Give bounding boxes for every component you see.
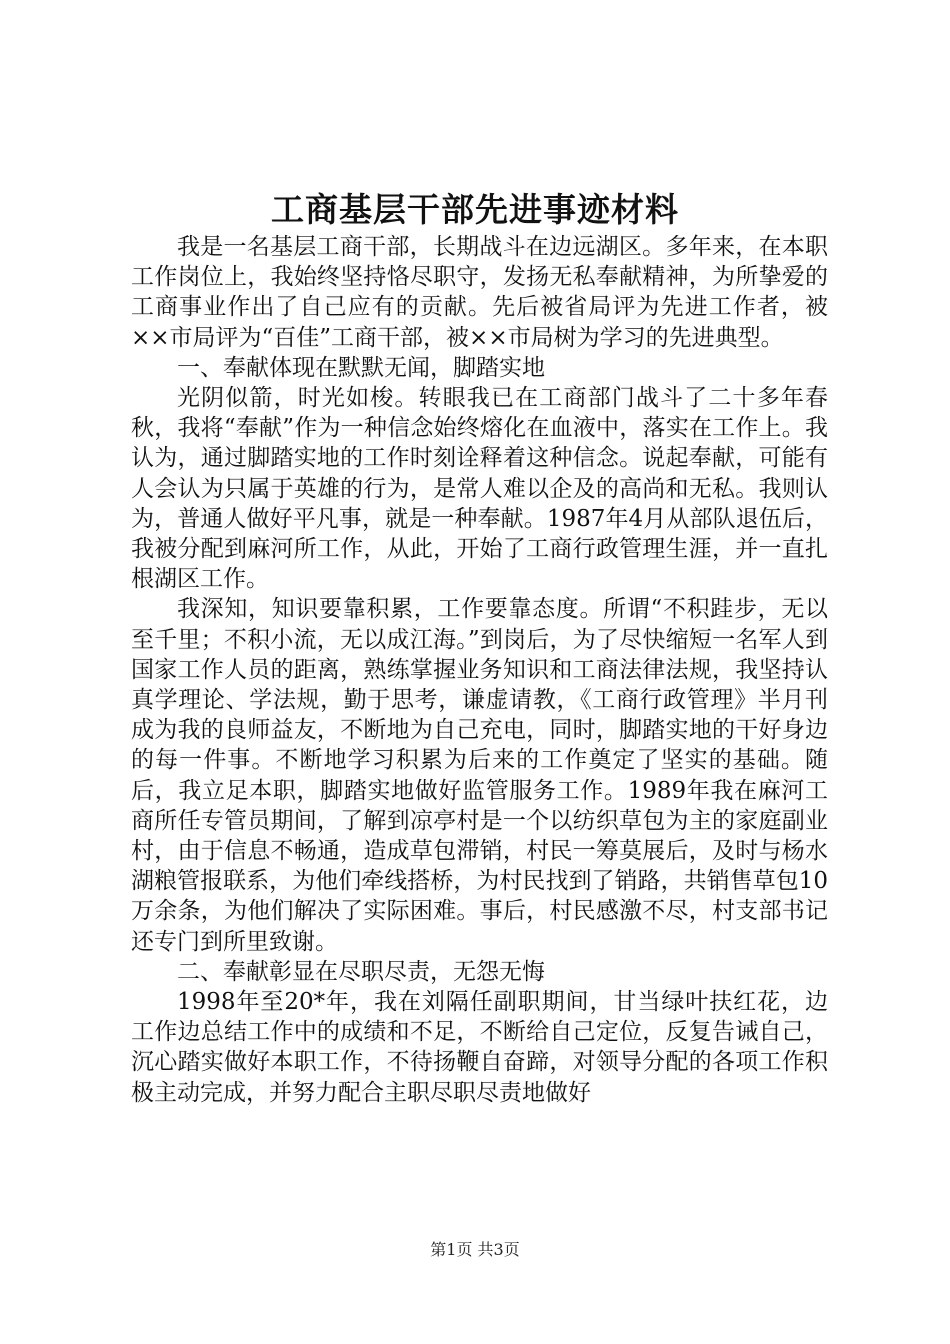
document-body [131, 232, 828, 1108]
page-footer: 第1页 共3页 [430, 1240, 520, 1259]
paragraph-section1-1: 光阴似箭，时光如梭。转眼我已在工商部门战斗了二十多年春秋，我将“奉献”作为一种信念始终熔化在血液中，落实在工作上。我认为，通过脚踏实地的工作时刻诠释着这种信念。说起奉献，可能有人会认为只属于英雄的行为，是常人难以企及的高尚和无私。我则认为，普通人做好平凡事，就是一种奉献。1987年4月从部队退伍后，我被分配到麻河所工作，从此，开始了工商行政管理生涯，并一直扎根湖区工作。 [131, 385, 828, 593]
section-heading-1: 一、奉献体现在默默无闻，脚踏实地 [177, 354, 545, 381]
paragraph-section1-2: 我深知，知识要靠积累，工作要靠态度。所谓“不积跬步，无以至千里；不积小流，无以成江海。”到岗后，为了尽快缩短一名军人到国家工作人员的距离，熟练掌握业务知识和工商法律法规，我坚持认真学理论、学法规，勤于思考，谦虚请教，《工商行政管理》半月刊成为我的良师益友，不断地为自己充电，同时，脚踏实地的干好身边的每一件事。不断地学习积累为后来的工作奠定了坚实的基础。随后，我立足本职，脚踏实地做好监管服务工作。1989年我在麻河工商所任专管员期间，了解到凉亭村是一个以纺织草包为主的家庭副业村，由于信息不畅通，造成草包滞销，村民一筹莫展后，及时与杨水湖粮管报联系，为他们牵线搭桥，为村民找到了销路，共销售草包10万余条，为他们解决了实际困难。事后，村民感激不尽，村支部书记还专门到所里致谢。 [131, 596, 828, 955]
section-heading-2: 二、奉献彰显在尽职尽责，无怨无悔 [177, 958, 545, 985]
paragraph-section2-1: 1998年至20*年，我在刘隔任副职期间，甘当绿叶扶红花，边工作边总结工作中的成绩和不足，不断给自己定位，反复告诫自己，沉心踏实做好本职工作，不待扬鞭自奋蹄，对领导分配的各项工作积极主动完成，并努力配合主职尽职尽责地做好 [131, 989, 828, 1106]
paragraph-intro: 我是一名基层工商干部，长期战斗在边远湖区。多年来，在本职工作岗位上，我始终坚持恪尽职守，发扬无私奉献精神，为所挚爱的工商事业作出了自己应有的贡献。先后被省局评为先进工作者，被××市局评为“百佳”工商干部，被××市局树为学习的先进典型。 [131, 234, 828, 351]
document-title: 工商基层干部先进事迹材料 [271, 190, 679, 229]
